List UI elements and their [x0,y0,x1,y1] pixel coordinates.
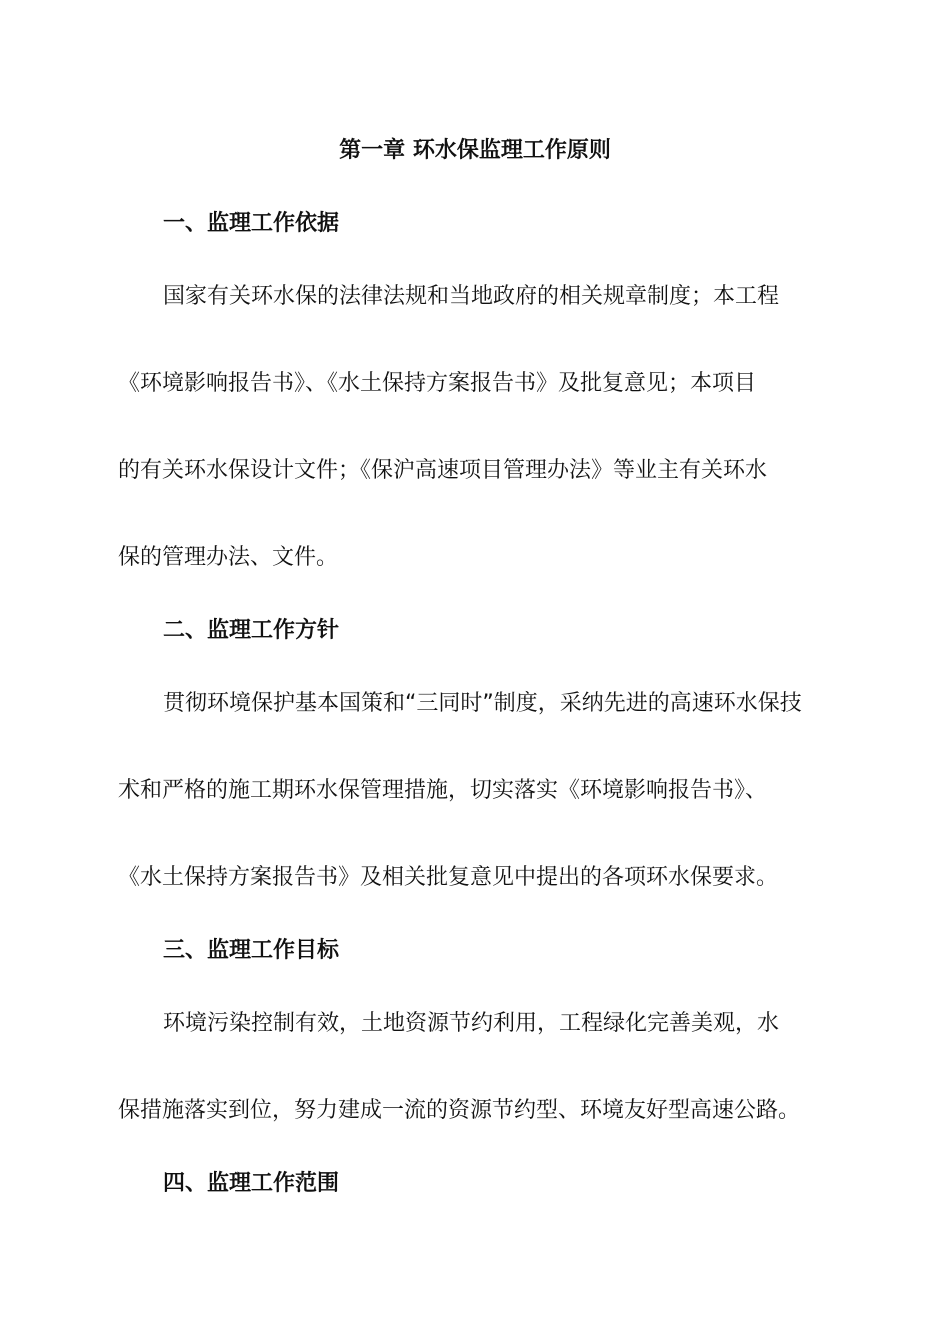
section-heading-basis: 一、监理工作依据 [163,211,340,236]
paragraph-line: 保措施落实到位，努力建成一流的资源节约型、环境友好型高速公路。 [118,1098,801,1123]
paragraph-line: 环境污染控制有效，土地资源节约利用，工程绿化完善美观，水 [163,1011,780,1036]
paragraph-line: 术和严格的施工期环水保管理措施，切实落实《环境影响报告书》、 [118,778,768,803]
paragraph-line: 保的管理办法、文件。 [118,545,339,570]
paragraph-line: 《水土保持方案报告书》及相关批复意见中提出的各项环水保要求。 [118,865,779,890]
paragraph-line: 贯彻环境保护基本国策和“三同时”制度，采纳先进的高速环水保技 [163,691,802,716]
section-heading-goal: 三、监理工作目标 [163,938,340,963]
section-heading-policy: 二、监理工作方针 [163,618,340,643]
paragraph-line: 《环境影响报告书》、《水土保持方案报告书》及批复意见；本项目 [118,371,757,396]
paragraph-line: 的有关环水保设计文件；《保沪高速项目管理办法》等业主有关环水 [118,458,768,483]
chapter-title: 第一章 环水保监理工作原则 [339,138,611,163]
paragraph-line: 国家有关环水保的法律法规和当地政府的相关规章制度；本工程 [163,284,780,309]
section-heading-scope: 四、监理工作范围 [163,1171,340,1196]
